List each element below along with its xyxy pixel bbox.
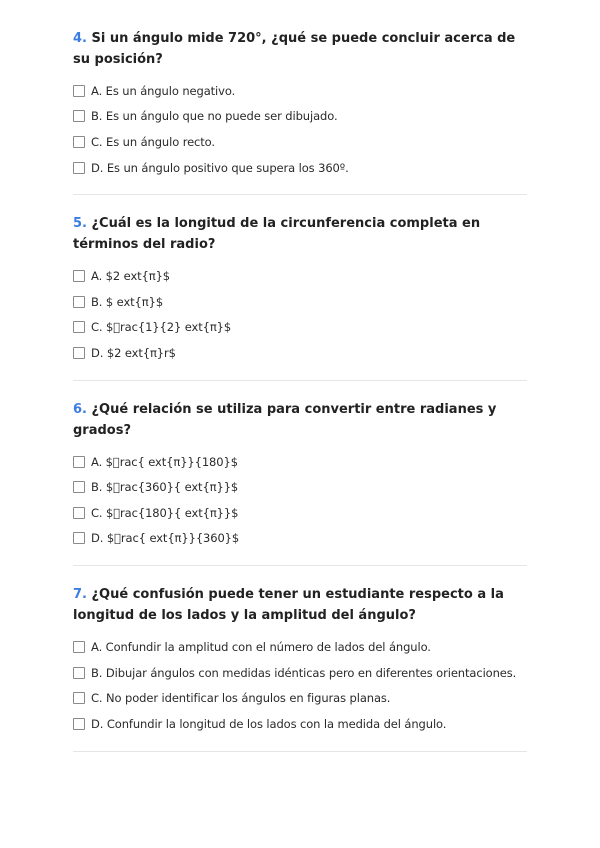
question-title (73, 399, 527, 441)
option-label: C. No poder identificar los ángulos en figuras planas. (91, 691, 391, 706)
checkbox[interactable] (73, 641, 85, 653)
question-title (73, 584, 527, 626)
option-a[interactable] (73, 634, 527, 660)
checkbox[interactable] (73, 456, 85, 468)
option-label: A. $ rac{ ext{π}}{180}$ (91, 454, 238, 469)
option-b[interactable] (73, 474, 527, 500)
option-label: C. $ rac{180}{ ext{π}}$ (91, 505, 239, 520)
options-list (73, 263, 527, 365)
checkbox[interactable] (73, 110, 85, 122)
question-number: 4. (73, 31, 87, 46)
checkbox[interactable] (73, 667, 85, 679)
checkbox[interactable] (73, 718, 85, 730)
option-c[interactable] (73, 685, 527, 711)
question-text: Si un ángulo mide 720°, ¿qué se puede concluir acerca de su posición? (73, 31, 516, 67)
question-number: 7. (73, 587, 87, 603)
option-c[interactable] (73, 500, 527, 526)
option-label: B. Dibujar ángulos con medidas idénticas pero en diferentes orientaciones. (91, 665, 517, 680)
checkbox[interactable] (73, 136, 85, 148)
checkbox[interactable] (73, 85, 85, 97)
option-a[interactable] (73, 449, 527, 475)
option-label: D. $2 ext{π}r$ (91, 345, 176, 360)
option-label: D. $ rac{ ext{π}}{360}$ (91, 531, 240, 546)
checkbox[interactable] (73, 481, 85, 493)
checkbox[interactable] (73, 296, 85, 308)
checkbox[interactable] (73, 532, 85, 544)
question-title (73, 213, 527, 255)
question-text: ¿Cuál es la longitud de la circunferencia completa en términos del radio? (73, 216, 481, 253)
option-label: C. Es un ángulo recto. (91, 134, 215, 149)
option-label: D. Es un ángulo positivo que supera los 360º. (91, 160, 349, 175)
checkbox[interactable] (73, 321, 85, 333)
option-a[interactable] (73, 263, 527, 289)
option-a[interactable] (73, 78, 527, 104)
options-list (73, 634, 527, 736)
question-4 (73, 28, 527, 195)
option-c[interactable] (73, 129, 527, 155)
checkbox[interactable] (73, 270, 85, 282)
option-label: A. Es un ángulo negativo. (91, 83, 236, 98)
option-d[interactable] (73, 155, 527, 181)
options-list (73, 449, 527, 551)
checkbox[interactable] (73, 347, 85, 359)
option-label: B. $ rac{360}{ ext{π}}$ (91, 480, 239, 495)
option-b[interactable] (73, 289, 527, 315)
option-c[interactable] (73, 315, 527, 341)
option-label: B. Es un ángulo que no puede ser dibujado. (91, 109, 338, 124)
quiz-page (73, 28, 527, 770)
option-label: C. $ rac{1}{2} ext{π}$ (91, 320, 232, 335)
options-list (73, 78, 527, 180)
checkbox[interactable] (73, 507, 85, 519)
option-b[interactable] (73, 104, 527, 130)
question-5 (73, 213, 527, 380)
option-label: D. Confundir la longitud de los lados con la medida del ángulo. (91, 716, 447, 731)
question-number: 5. (73, 216, 87, 232)
option-label: A. Confundir la amplitud con el número de lados del ángulo. (91, 639, 431, 654)
option-label: A. $2 ext{π}$ (91, 269, 171, 284)
checkbox[interactable] (73, 162, 85, 174)
question-text: ¿Qué confusión puede tener un estudiante respecto a la longitud de los lados y la amplitud del ángulo? (73, 587, 504, 624)
question-6 (73, 399, 527, 566)
option-label: B. $ ext{π}$ (91, 294, 164, 309)
option-d[interactable] (73, 711, 527, 737)
question-7 (73, 584, 527, 751)
question-number: 6. (73, 401, 87, 417)
checkbox[interactable] (73, 692, 85, 704)
option-b[interactable] (73, 660, 527, 686)
question-title (73, 28, 527, 70)
option-d[interactable] (73, 340, 527, 366)
option-d[interactable] (73, 526, 527, 552)
question-text: ¿Qué relación se utiliza para convertir entre radianes y grados? (73, 401, 497, 438)
